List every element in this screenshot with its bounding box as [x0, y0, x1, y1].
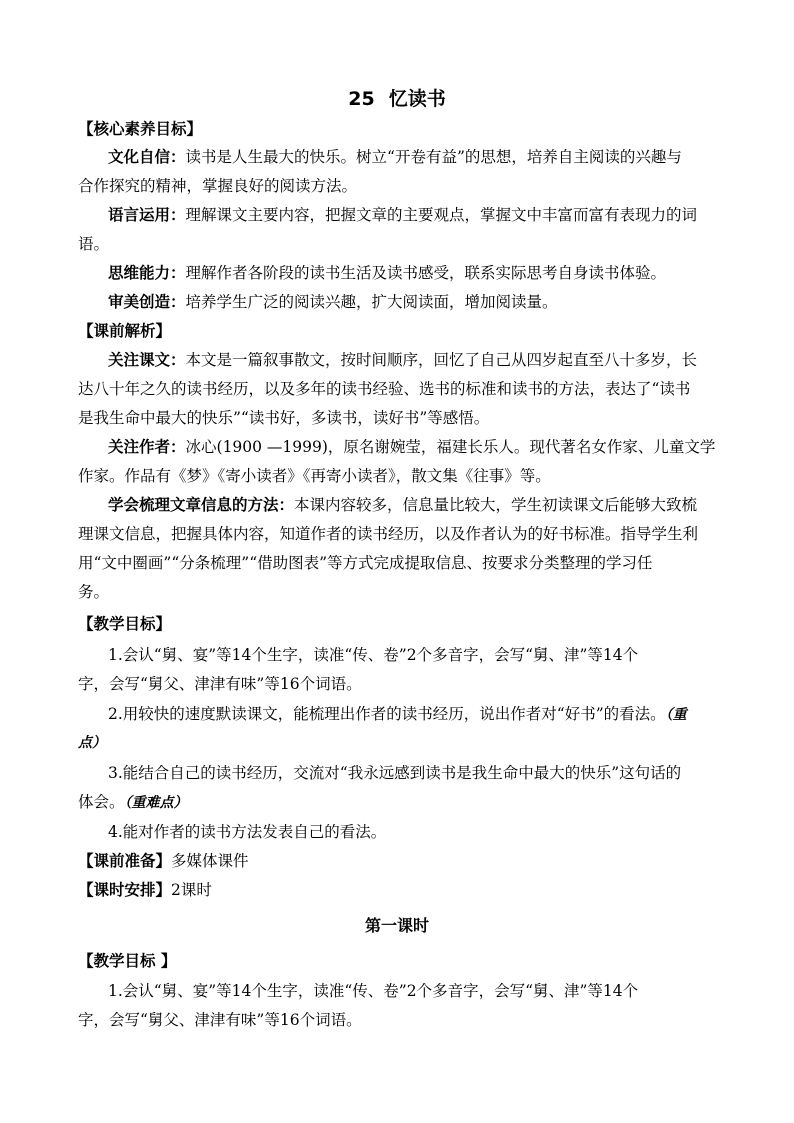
goal-3-line-2 — [78, 791, 728, 814]
focus-author-line-2: 作家。作品有《梦》《寄小读者》《再寄小读者》，散文集《往事》等。 — [78, 467, 551, 485]
lesson-1-goal-1-line-1: 1.会认“舅、宴”等14个生字，读准“传、卷”2个多音字，会写“舅、津”等14个 — [108, 982, 639, 1000]
language-label: 语言运用： — [108, 206, 186, 224]
aesthetic-text: 培养学生广泛的阅读兴趣，扩大阅读面，增加阅读量。 — [185, 293, 558, 311]
goal-2-line-1 — [108, 703, 728, 726]
focus-author-content: 冰心(1900 —1999)，原名谢婉莹，福建长乐人。现代著名女作家、儿童文学 — [185, 438, 716, 456]
goal-3-line-1: 3.能结合自己的读书经历，交流对“我永远感到读书是我生命中最大的快乐”这句话的 — [108, 764, 682, 782]
language-line-2: 语。 — [78, 235, 110, 253]
lesson-title — [0, 84, 794, 111]
language-text: 理解课文主要内容，把握文章的主要观点，掌握文中丰富而富有表现力的词 — [185, 206, 698, 224]
goal-3-note: （重难点） — [124, 795, 188, 811]
method-content: 本课内容较多，信息量比较大，学生初读课文后能够大致梳 — [294, 496, 698, 514]
teaching-goals-heading: 【教学目标】 — [78, 615, 172, 633]
thinking-text: 理解作者各阶段的读书生活及读书感受，联系实际思考自身读书体验。 — [185, 264, 667, 282]
thinking-label: 思维能力： — [108, 264, 186, 282]
focus-text-line-1 — [108, 349, 728, 371]
goal-3-text: 体会。 — [78, 793, 125, 811]
lesson-1-goal-1-line-2: 字，会写“舅父、津津有味”等16个词语。 — [78, 1011, 362, 1029]
lesson-name: 忆读书 — [388, 88, 446, 110]
aesthetic-label: 审美创造： — [108, 293, 186, 311]
method-line-2: 理课文信息，把握具体内容，知道作者的读书经历，以及作者认为的好书标准。指导学生利 — [78, 525, 699, 543]
core-goals-heading: 【核心素养目标】 — [78, 120, 203, 138]
schedule-label: 【课时安排】 — [78, 881, 172, 899]
goal-2-note: （重 — [665, 707, 687, 723]
culture-text: 读书是人生最大的快乐。树立“开卷有益”的思想，培养自主阅读的兴趣与 — [185, 148, 682, 166]
prep-text: 多媒体课件 — [171, 852, 249, 870]
lesson-1-title: 第一课时 — [364, 916, 429, 935]
aesthetic-line — [108, 291, 728, 313]
focus-text-line-2: 达八十年之久的读书经历，以及多年的读书经验、选书的标准和读书的方法，表达了“读书 — [78, 380, 691, 398]
focus-author-label: 关注作者： — [108, 438, 186, 456]
goal-4-line: 4.能对作者的读书方法发表自己的看法。 — [108, 823, 387, 841]
lesson-1-goals-heading: 【教学目标 】 — [78, 952, 177, 970]
focus-text-label: 关注课文： — [108, 351, 186, 369]
method-label: 学会梳理文章信息的方法： — [108, 496, 295, 514]
goal-1-line-1: 1.会认“舅、宴”等14个生字，读准“传、卷”2个多音字，会写“舅、津”等14个 — [108, 646, 639, 664]
method-line-3: 用“文中圈画”“分条梳理”“借助图表”等方式完成提取信息、按要求分类整理的学习任 — [78, 554, 653, 572]
schedule-line — [78, 879, 728, 901]
goal-2-line-2: 点） — [78, 735, 106, 751]
schedule-text: 2课时 — [171, 881, 212, 899]
language-line-1 — [108, 204, 728, 226]
goal-2-text: 2.用较快的速度默读课文，能梳理出作者的读书经历，说出作者对“好书”的看法。 — [108, 705, 666, 723]
lesson-number: 25 — [348, 88, 375, 110]
culture-label: 文化自信： — [108, 148, 186, 166]
preview-heading: 【课前解析】 — [78, 322, 172, 340]
goal-1-line-2: 字，会写“舅父、津津有味”等16个词语。 — [78, 675, 362, 693]
method-line-4: 务。 — [78, 583, 110, 601]
method-line-1 — [108, 494, 728, 516]
thinking-line — [108, 262, 728, 284]
focus-text-line-3: 是我生命中最大的快乐”“读书好，多读书，读好书”等感悟。 — [78, 409, 490, 427]
prep-line — [78, 850, 728, 872]
focus-author-line-1 — [108, 436, 728, 458]
culture-line-2: 合作探究的精神，掌握良好的阅读方法。 — [78, 177, 358, 195]
prep-label: 【课前准备】 — [78, 852, 172, 870]
focus-text-content: 本文是一篇叙事散文，按时间顺序，回忆了自己从四岁起直至八十多岁，长 — [185, 351, 698, 369]
culture-line-1 — [108, 146, 728, 168]
